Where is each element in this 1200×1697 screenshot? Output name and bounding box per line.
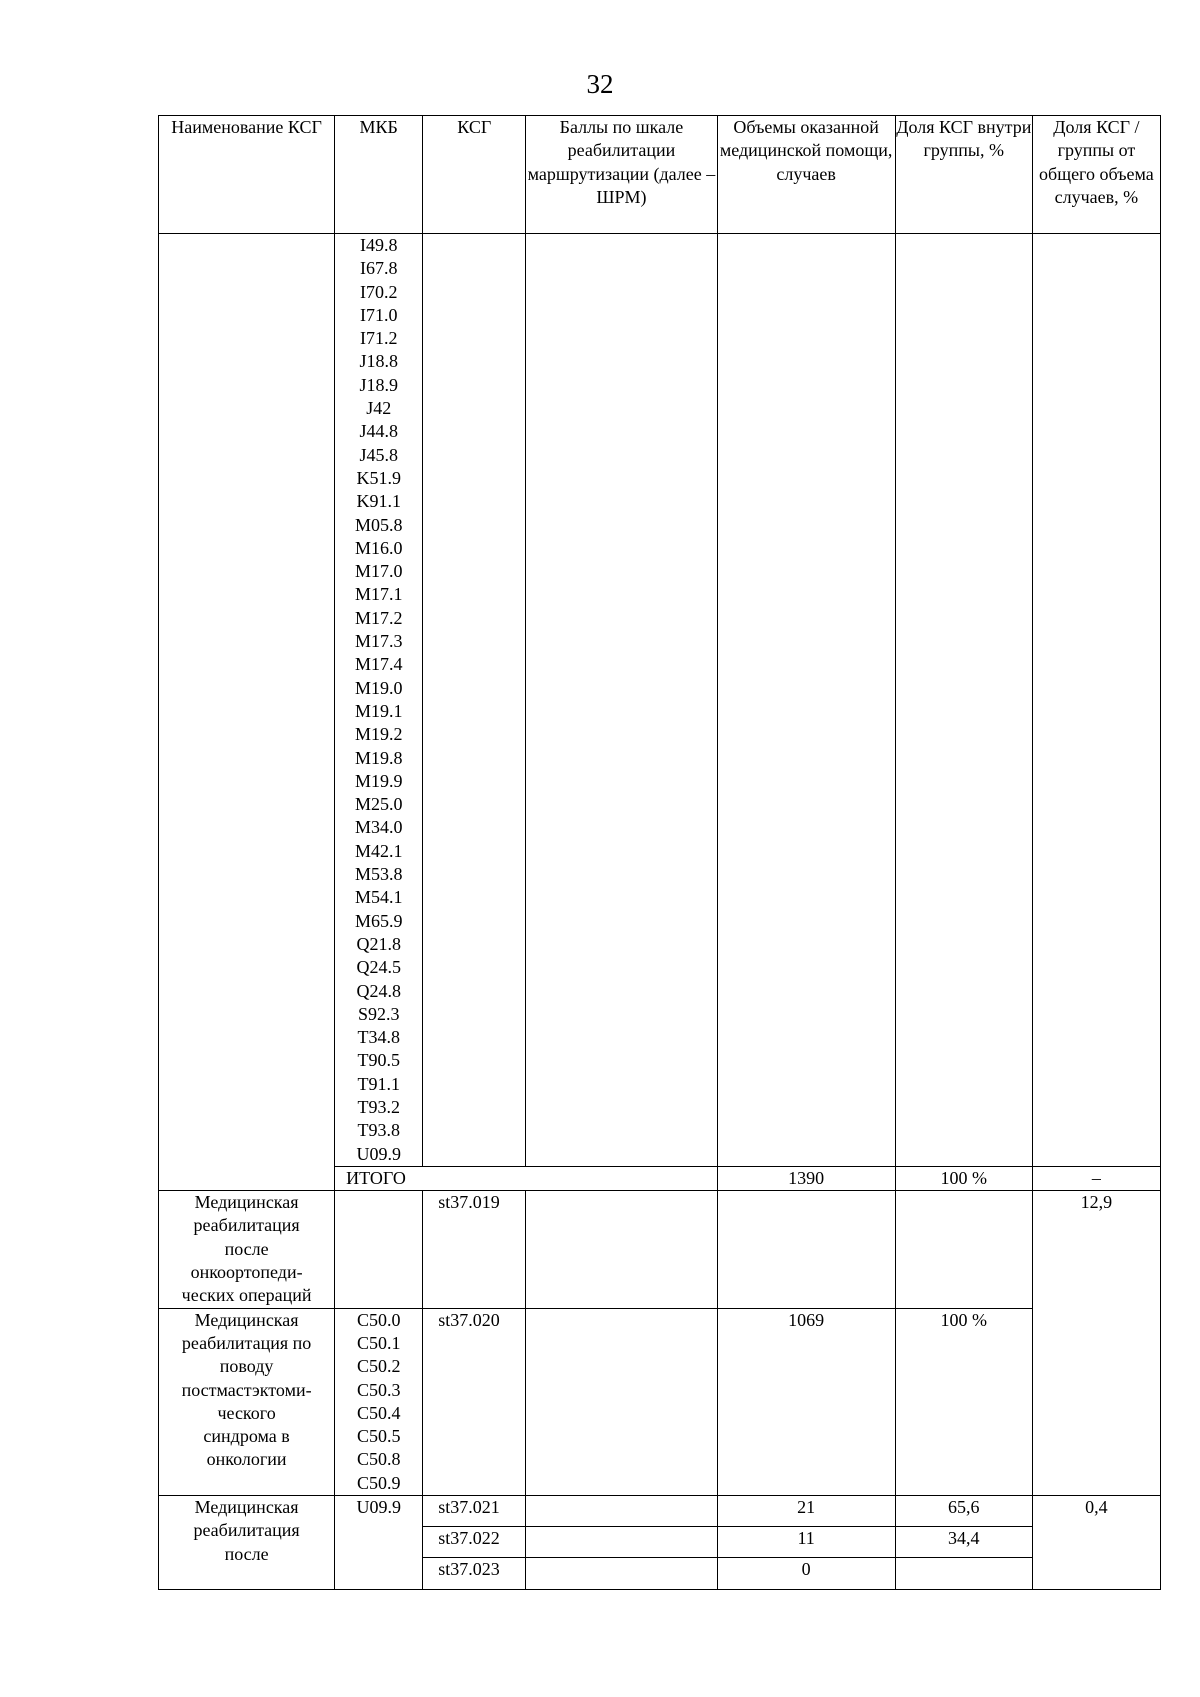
name-line: Медицинская xyxy=(194,1309,299,1330)
mkb-code: I67.8 xyxy=(359,258,398,279)
ksg-table xyxy=(158,115,1161,1590)
page-number: 32 xyxy=(586,69,614,99)
mkb-codes-c50-cell xyxy=(335,1308,423,1495)
mkb-code: M19.8 xyxy=(354,747,403,768)
share-cell-empty xyxy=(895,234,1032,1167)
itogo-label: ИТОГО xyxy=(335,1166,717,1190)
mkb-code: J18.8 xyxy=(359,351,398,372)
mkb-code: M17.0 xyxy=(354,561,403,582)
name-line: поводу xyxy=(219,1356,274,1377)
mkb-code: I71.0 xyxy=(359,304,398,325)
mkb-code: T93.8 xyxy=(357,1120,400,1141)
mkb-code: J44.8 xyxy=(359,421,398,442)
mkb-code: M42.1 xyxy=(354,840,403,861)
mkb-code: M17.4 xyxy=(354,654,403,675)
score-cell-empty xyxy=(526,1496,717,1527)
mkb-code: T34.8 xyxy=(357,1027,400,1048)
volume-cell: 11 xyxy=(717,1527,895,1558)
header-share-in-group: Доля КСГ внутри группы, % xyxy=(895,116,1032,234)
table-row xyxy=(159,234,1161,1167)
header-ksg: КСГ xyxy=(423,116,526,234)
mkb-code: C50.4 xyxy=(356,1402,401,1423)
mkb-code: C50.0 xyxy=(356,1309,401,1330)
ksg-cell: st37.021 xyxy=(423,1496,526,1527)
mkb-code: M34.0 xyxy=(354,817,403,838)
mkb-code: J18.9 xyxy=(359,374,398,395)
total-share-cell: 12,9 xyxy=(1032,1191,1160,1496)
name-line-spacer xyxy=(159,1566,334,1589)
volume-cell-empty xyxy=(717,1191,895,1308)
score-cell-empty xyxy=(526,1191,717,1308)
share-cell: 34,4 xyxy=(895,1527,1032,1558)
mkb-code: M54.1 xyxy=(354,887,403,908)
volume-cell: 1069 xyxy=(717,1308,895,1495)
header-share-total: Доля КСГ / группы от общего объема случаев, % xyxy=(1032,116,1160,234)
mkb-code: I70.2 xyxy=(359,281,398,302)
name-line: после xyxy=(224,1543,269,1564)
mkb-code: T93.2 xyxy=(357,1096,400,1117)
name-line: реабилитация xyxy=(193,1520,300,1541)
mkb-code: M17.1 xyxy=(354,584,403,605)
name-line: постмастэктоми- xyxy=(181,1379,312,1400)
name-line: онкоортопеди- xyxy=(190,1262,303,1283)
table-row xyxy=(159,1191,1161,1308)
name-line: реабилитация xyxy=(193,1215,300,1236)
mkb-code: K91.1 xyxy=(356,491,401,512)
mkb-code: Q24.8 xyxy=(356,980,401,1001)
score-cell-empty xyxy=(526,1527,717,1558)
ksg-cell: st37.020 xyxy=(423,1308,526,1495)
mkb-code: M19.0 xyxy=(354,677,403,698)
share-cell xyxy=(895,1558,1032,1590)
itogo-total: – xyxy=(1032,1166,1160,1190)
mkb-code: K51.9 xyxy=(356,467,401,488)
mkb-code: M53.8 xyxy=(354,864,403,885)
score-cell-empty xyxy=(526,1558,717,1590)
mkb-codes-list xyxy=(335,234,422,1166)
mkb-code: M19.1 xyxy=(354,700,403,721)
total-share-cell: 0,4 xyxy=(1032,1496,1160,1590)
mkb-code: M17.3 xyxy=(354,631,403,652)
mkb-code: S92.3 xyxy=(357,1003,400,1024)
mkb-code: U09.9 xyxy=(356,1143,401,1164)
mkb-code: C50.2 xyxy=(356,1356,401,1377)
mkb-code: M17.2 xyxy=(354,607,403,628)
name-cell-continued xyxy=(159,234,335,1191)
mkb-code: C50.3 xyxy=(356,1379,401,1400)
mkb-code: Q21.8 xyxy=(356,933,401,954)
mkb-cell: U09.9 xyxy=(335,1496,423,1590)
mkb-code: C50.8 xyxy=(356,1449,401,1470)
table-row xyxy=(159,1496,1161,1527)
total-cell-empty xyxy=(1032,234,1160,1167)
header-mkb: МКБ xyxy=(335,116,423,234)
mkb-code: C50.1 xyxy=(356,1332,401,1353)
name-line: онкологии xyxy=(206,1449,287,1470)
score-cell-empty xyxy=(526,1308,717,1495)
ksg-cell: st37.023 xyxy=(423,1558,526,1590)
score-cell-empty xyxy=(526,234,717,1167)
mkb-code: T90.5 xyxy=(357,1050,400,1071)
mkb-code: M25.0 xyxy=(354,794,403,815)
mkb-code: I71.2 xyxy=(359,328,398,349)
name-line: Медицинская xyxy=(194,1497,299,1518)
name-line: реабилитация по xyxy=(181,1332,312,1353)
itogo-volume: 1390 xyxy=(717,1166,895,1190)
mkb-code: M16.0 xyxy=(354,537,403,558)
mkb-codes-c50-list xyxy=(335,1309,422,1495)
ksg-cell: st37.022 xyxy=(423,1527,526,1558)
volume-cell: 0 xyxy=(717,1558,895,1590)
name-cell-postmast xyxy=(159,1308,335,1495)
table-header-row xyxy=(159,116,1161,234)
table-row xyxy=(159,1308,1161,1495)
mkb-code: M19.9 xyxy=(354,770,403,791)
mkb-code: I49.8 xyxy=(359,235,398,255)
mkb-code: M19.2 xyxy=(354,724,403,745)
name-line: ческих операций xyxy=(181,1285,312,1306)
header-volume: Объемы оказанной медицинской помощи, случаев xyxy=(717,116,895,234)
mkb-cell-empty xyxy=(335,1191,423,1308)
name-line: синдрома в xyxy=(203,1426,290,1447)
name-line: ческого xyxy=(217,1402,276,1423)
name-line: Медицинская xyxy=(194,1192,299,1213)
itogo-share: 100 % xyxy=(895,1166,1032,1190)
ksg-cell-empty xyxy=(423,234,526,1167)
volume-cell: 21 xyxy=(717,1496,895,1527)
name-line: после xyxy=(224,1238,269,1259)
share-cell: 100 % xyxy=(895,1308,1032,1495)
mkb-code: J42 xyxy=(366,398,392,419)
share-cell-empty xyxy=(895,1191,1032,1308)
mkb-code: M65.9 xyxy=(354,910,403,931)
mkb-code: C50.5 xyxy=(356,1426,401,1447)
mkb-code: M05.8 xyxy=(354,514,403,535)
ksg-cell: st37.019 xyxy=(423,1191,526,1308)
header-name: Наименование КСГ xyxy=(159,116,335,234)
mkb-codes-cell xyxy=(335,234,423,1167)
header-score: Баллы по шкале реабилитации маршрутизации (далее – ШРМ) xyxy=(526,116,717,234)
mkb-code: C50.9 xyxy=(356,1472,401,1493)
name-cell-after xyxy=(159,1496,335,1590)
name-cell-onco-ortho xyxy=(159,1191,335,1308)
share-cell: 65,6 xyxy=(895,1496,1032,1527)
mkb-code: J45.8 xyxy=(359,444,398,465)
mkb-code: T91.1 xyxy=(357,1073,400,1094)
mkb-code: Q24.5 xyxy=(356,957,401,978)
volume-cell-empty xyxy=(717,234,895,1167)
